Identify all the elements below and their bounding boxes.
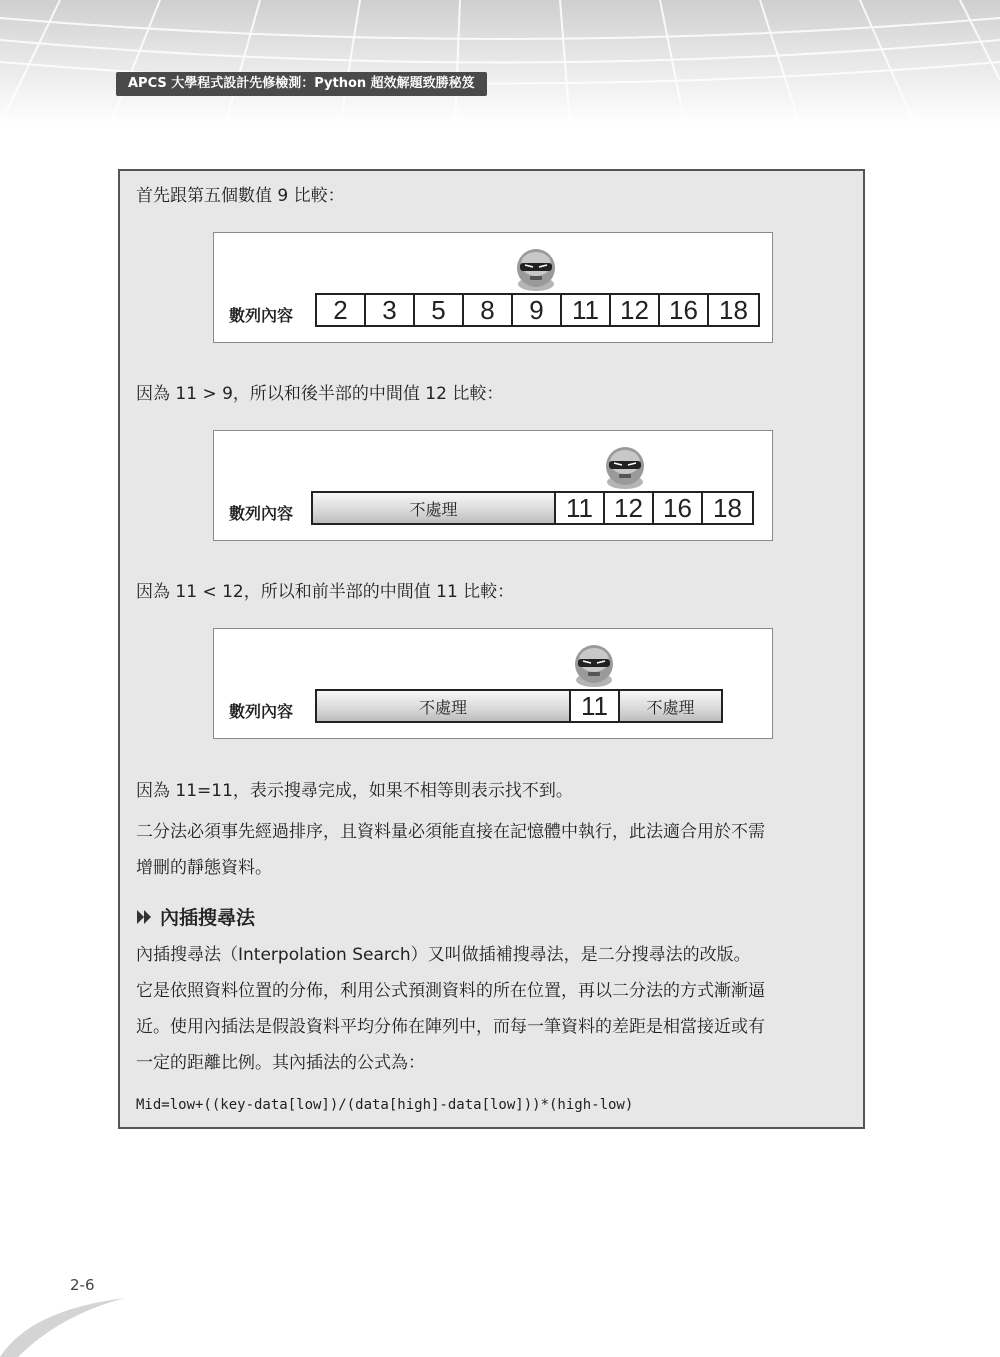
array-cells — [311, 491, 754, 525]
array-cell: 18 — [713, 492, 742, 523]
section-heading — [136, 903, 255, 930]
double-chevron-icon — [136, 908, 154, 926]
corner-swoosh-decoration — [0, 1290, 130, 1357]
skipped-range: 不處理 — [620, 691, 721, 721]
header-grid-decoration — [0, 0, 1000, 125]
section-paragraph — [136, 937, 854, 1081]
header-band — [0, 0, 1000, 125]
step2-diagram — [213, 430, 773, 541]
array-cell: 11 — [556, 493, 605, 523]
array-cell: 2 — [317, 295, 366, 325]
paragraph-line: 增刪的靜態資料。 — [136, 858, 272, 878]
step1-diagram — [213, 232, 773, 343]
array-cell: 5 — [415, 295, 464, 325]
paragraph-line: 近。使用內插法是假設資料平均分佈在陣列中，而每一筆資料的差距是相當接近或有 — [136, 1017, 765, 1037]
array-cell: 16 — [654, 493, 703, 523]
paragraph-line: 一定的距離比例。其內插法的公式為： — [136, 1053, 425, 1073]
row-label: 數列內容 — [229, 702, 294, 721]
row-label: 數列內容 — [229, 504, 294, 523]
section-title: 內插搜尋法 — [160, 907, 256, 929]
paragraph-line: 它是依照資料位置的分佈，利用公式預測資料的所在位置，再以二分法的方式漸漸逼 — [136, 981, 765, 1001]
step3-diagram — [213, 628, 773, 739]
array-cell: 8 — [464, 295, 513, 325]
step1-caption: 首先跟第五個數值 9 比較： — [136, 186, 345, 206]
paragraph-line: 內插搜尋法（Interpolation Search）又叫做插補搜尋法，是二分搜尋法的改版。 — [136, 945, 751, 965]
paragraph-line: 二分法必須事先經過排序，且資料量必須能直接在記憶體中執行，此法適合用於不需 — [136, 822, 765, 842]
array-cell: 12 — [605, 493, 654, 523]
array-cell: 11 — [562, 295, 611, 325]
step3-caption: 因為 11 < 12，所以和前半部的中間值 11 比較： — [136, 582, 515, 602]
array-cell: 16 — [660, 295, 709, 325]
array-cell: 11 — [571, 691, 620, 721]
array-cells — [315, 689, 723, 723]
robot-pointer-icon — [514, 246, 558, 292]
page-number: 2-6 — [70, 1276, 95, 1294]
book-title: APCS 大學程式設計先修檢測：Python 超效解題致勝秘笈 — [116, 72, 487, 96]
skipped-range: 不處理 — [313, 493, 556, 523]
content-panel — [118, 169, 865, 1129]
robot-pointer-icon — [603, 444, 647, 490]
array-cell: 9 — [513, 295, 562, 325]
formula-code: Mid=low+((key-data[low])/(data[high]-data[low]))*(high-low) — [136, 1097, 634, 1113]
skipped-range: 不處理 — [317, 691, 571, 721]
conclusion-line: 因為 11=11，表示搜尋完成，如果不相等則表示找不到。 — [136, 781, 573, 801]
array-cell: 18 — [719, 294, 748, 325]
robot-pointer-icon — [572, 642, 616, 688]
row-label: 數列內容 — [229, 306, 294, 325]
array-cell: 3 — [366, 295, 415, 325]
conclusion-paragraph — [136, 814, 854, 886]
array-cells — [315, 293, 760, 327]
array-cell: 12 — [611, 295, 660, 325]
step2-caption: 因為 11 > 9，所以和後半部的中間值 12 比較： — [136, 384, 504, 404]
